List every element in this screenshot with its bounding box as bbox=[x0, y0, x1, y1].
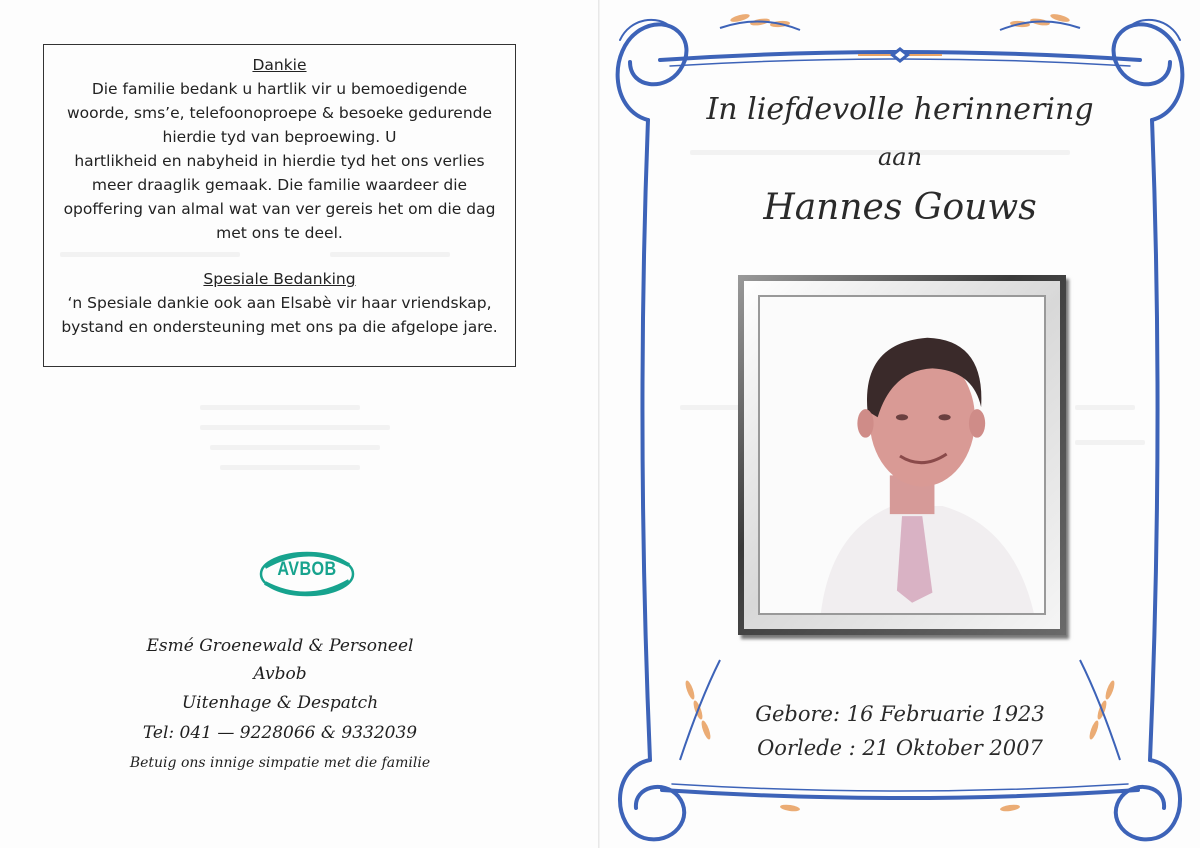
thanks-box bbox=[43, 44, 516, 367]
thanks-line: opoffering van almal wat van ver gereis het om die dag bbox=[63, 200, 496, 218]
contact-line-4: Tel: 041 — 9228066 & 9332039 bbox=[142, 723, 418, 743]
thanks-line: hartlikheid en nabyheid in hierdie tyd het ons verlies bbox=[74, 152, 485, 170]
thanks-line: met ons te deel. bbox=[216, 224, 343, 242]
memorial-title-aan: aan bbox=[877, 143, 923, 171]
portrait-mat bbox=[744, 281, 1060, 629]
special-thanks-line: bystand en ondersteuning met ons pa die afgelope jare. bbox=[61, 318, 498, 336]
contact-line-1: Esmé Groenewald & Personeel bbox=[146, 636, 414, 656]
special-thanks-line: ‘n Spesiale dankie ook aan Elsabè vir haar vriendskap, bbox=[67, 294, 492, 312]
portrait-photo bbox=[758, 295, 1046, 615]
thanks-line: woorde, sms’e, telefoonoproepe & besoeke gedurende bbox=[66, 104, 493, 122]
avbob-logo-text: AVBOB bbox=[277, 559, 337, 580]
thanks-line: hierdie tyd van beproewing. U bbox=[162, 128, 397, 146]
deceased-name: Hannes Gouws bbox=[763, 187, 1037, 228]
contact-line-3: Uitenhage & Despatch bbox=[181, 693, 379, 713]
show-through-6 bbox=[220, 465, 360, 470]
thanks-line: meer draaglik gemaak. Die familie waardeer die bbox=[91, 176, 468, 194]
thanks-heading: Dankie bbox=[252, 56, 307, 74]
death-date: Oorlede : 21 Oktober 2007 bbox=[757, 736, 1043, 760]
memorial-title: In liefdevolle herinnering bbox=[706, 92, 1094, 127]
special-thanks-heading: Spesiale Bedanking bbox=[203, 270, 356, 288]
thanks-line: Die familie bedank u hartlik vir u bemoedigende bbox=[91, 80, 468, 98]
contact-line-2: Avbob bbox=[253, 664, 307, 684]
spacer bbox=[44, 245, 515, 267]
show-through-5 bbox=[210, 445, 380, 450]
contact-line-5: Betuig ons innige simpatie met die familie bbox=[129, 755, 431, 771]
portrait-illustration bbox=[760, 297, 1044, 613]
show-through-3 bbox=[200, 405, 360, 410]
portrait-frame bbox=[738, 275, 1066, 635]
birth-date: Gebore: 16 Februarie 1923 bbox=[755, 702, 1045, 726]
show-through-4 bbox=[200, 425, 390, 430]
